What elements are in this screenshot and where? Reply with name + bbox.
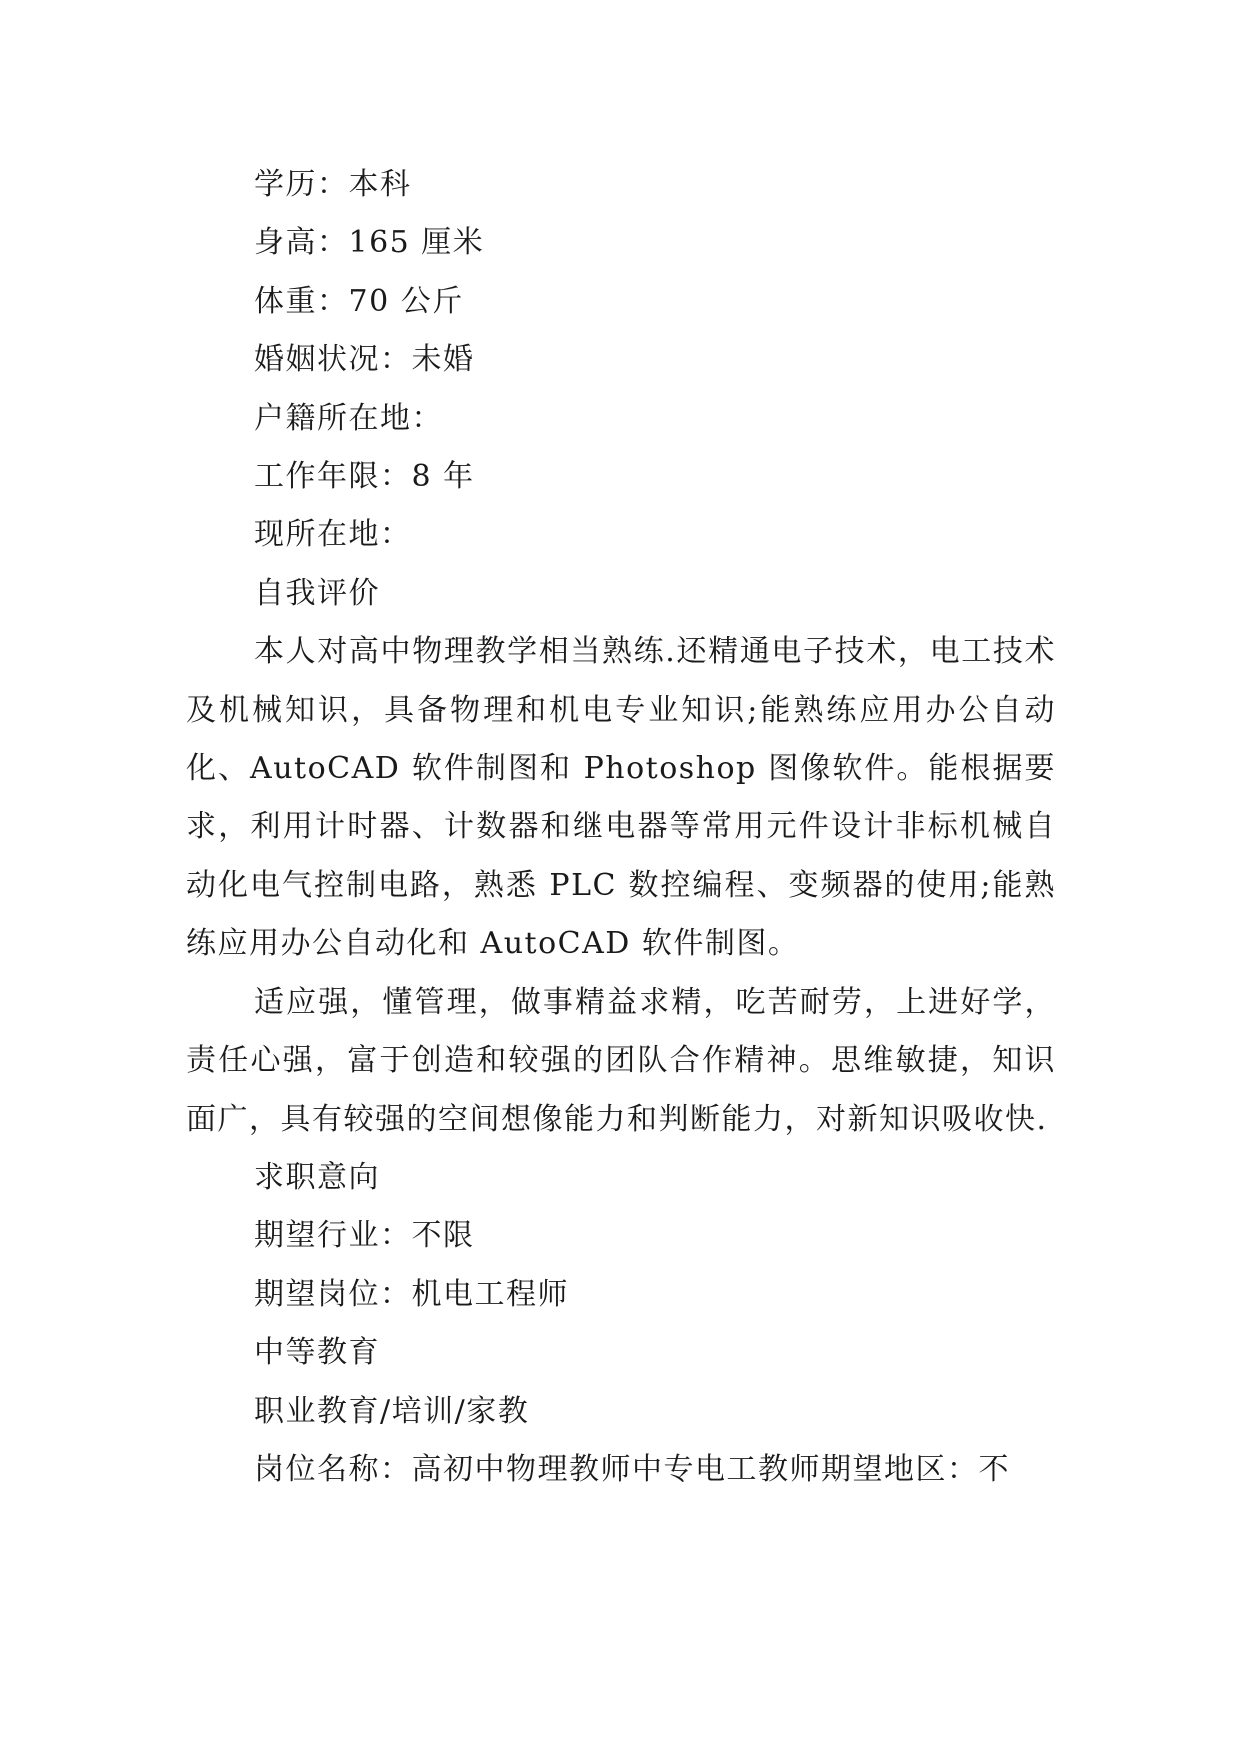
vocational-education-line: 职业教育/培训/家教	[254, 1393, 530, 1429]
height-line: 身高：165 厘米	[254, 225, 485, 261]
marital-status-line: 婚姻状况：未婚	[254, 342, 475, 378]
job-intent-heading: 求职意向	[254, 1159, 380, 1195]
expected-industry-line: 期望行业：不限	[254, 1218, 475, 1254]
self-evaluation-paragraph-2: 适应强，懂管理，做事精益求精，吃苦耐劳，上进好学，责任心强，富于创造和较强的团队合作精神。思维敏捷，知识面广，具有较强的空间想像能力和判断能力，对新知识吸收快.	[186, 984, 1056, 1137]
weight-line: 体重：70 公斤	[254, 283, 464, 319]
expected-position-line: 期望岗位：机电工程师	[254, 1276, 569, 1312]
education-line: 学历：本科	[254, 167, 412, 202]
self-evaluation-paragraph-1: 本人对高中物理教学相当熟练.还精通电子技术，电工技术及机械知识，具备物理和机电专业知识;能熟练应用办公自动化、AutoCAD 软件制图和 Photoshop 图像软件。能根据要求，利用计时器、计数器和继电器等常用元件设计非标机械自动化电气控制电路，熟悉 PLC 数控编程、变频器的使用;能熟练应用办公自动化和 AutoCAD 软件制图。	[186, 634, 1056, 962]
position-name-line: 岗位名称：高初中物理教师中专电工教师期望地区：不	[254, 1451, 1010, 1487]
resume-content	[186, 156, 1056, 1499]
current-location-line: 现所在地：	[254, 517, 412, 553]
household-registration-line: 户籍所在地：	[254, 400, 443, 436]
secondary-education-line: 中等教育	[254, 1335, 380, 1371]
work-years-line: 工作年限：8 年	[254, 459, 475, 495]
self-evaluation-heading: 自我评价	[254, 575, 380, 611]
